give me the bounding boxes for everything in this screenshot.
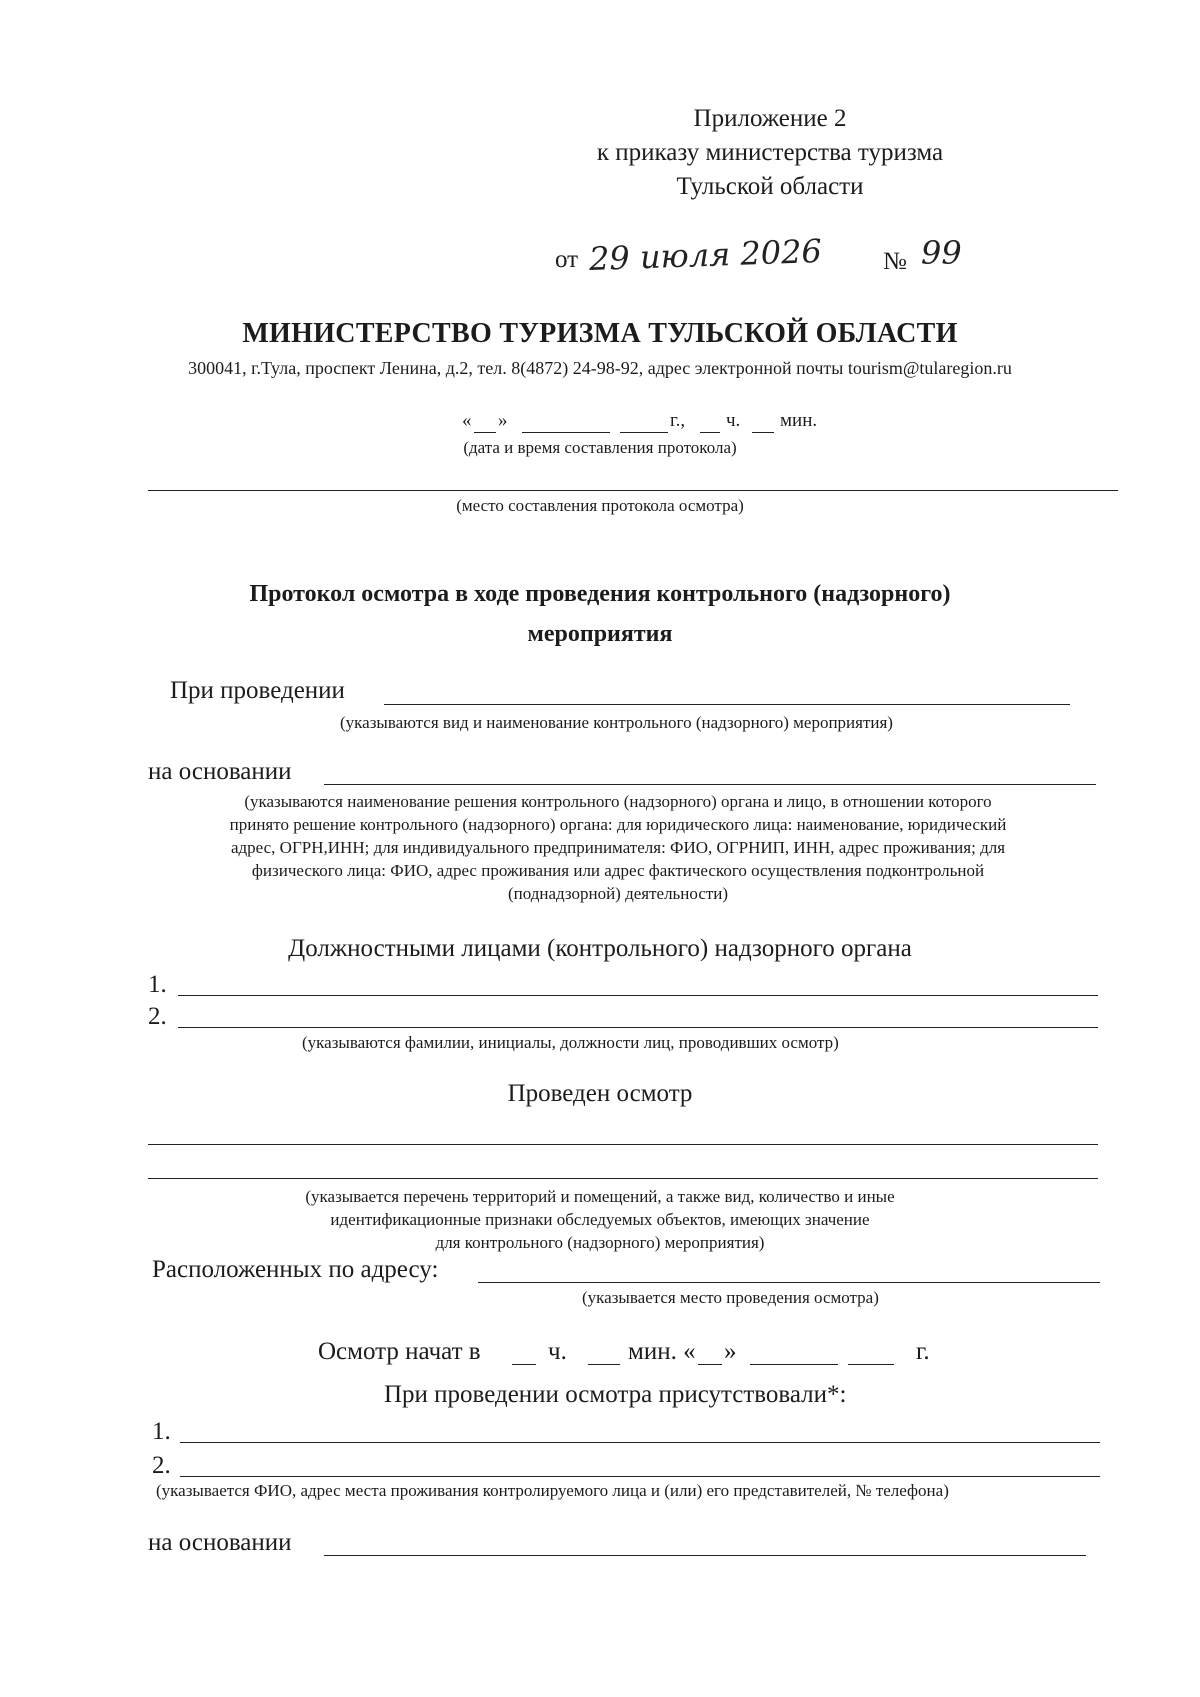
inspection-caption xyxy=(150,1185,1050,1254)
address-line xyxy=(478,1282,1100,1283)
present-caption: (указывается ФИО, адрес места проживания контролируемого лица и (или) его представителей, № телефона) xyxy=(156,1481,949,1500)
month-blank xyxy=(522,410,610,433)
year-blank xyxy=(620,410,668,433)
handwritten-date: 29 июля 2026 xyxy=(588,231,823,279)
place-caption: (место составления протокола осмотра) xyxy=(456,496,744,515)
official-1-number: 1. xyxy=(148,971,167,998)
address-label: Расположенных по адресу: xyxy=(152,1256,439,1283)
officials-caption: (указываются фамилии, инициалы, должности лиц, проводивших осмотр) xyxy=(302,1033,839,1052)
inspection-line-1 xyxy=(148,1144,1098,1145)
day-blank xyxy=(474,410,496,433)
hour-blank xyxy=(700,410,720,433)
start-year-suffix: г. xyxy=(916,1338,930,1365)
hours-suffix: ч. xyxy=(726,410,741,431)
place-line xyxy=(148,490,1118,491)
present-2-line xyxy=(180,1476,1100,1477)
start-prefix: Осмотр начат в xyxy=(318,1338,481,1365)
appendix-region-line: Тульской области xyxy=(676,173,864,200)
appendix-title: Приложение 2 xyxy=(693,105,847,132)
start-hour-blank xyxy=(512,1342,536,1365)
start-year-blank xyxy=(848,1342,894,1365)
official-2-line xyxy=(178,1027,1098,1028)
close-quote: » xyxy=(498,410,508,431)
basis-caption-line: (поднадзорной) деятельности) xyxy=(507,884,729,903)
during-caption: (указываются вид и наименование контрольного (надзорного) мероприятия) xyxy=(340,713,893,732)
protocol-datetime-line xyxy=(462,410,842,438)
basis-caption-line: (указываются наименование решения контрольного (надзорного) органа и лицо, в отношении которого xyxy=(244,792,992,811)
start-day-blank xyxy=(698,1342,722,1365)
basis2-line xyxy=(324,1555,1086,1556)
appendix-order-line: к приказу министерства туризма xyxy=(596,139,944,166)
handwritten-number: 99 xyxy=(921,234,962,272)
ministry-address: 300041, г.Тула, проспект Ленина, д.2, тел. 8(4872) 24-98-92, адрес электронной почты tourism@tularegion.ru xyxy=(188,358,1012,378)
basis-caption-line: принято решение контрольного (надзорного) органа: для юридического лица: наименование, юридический xyxy=(229,815,1007,834)
present-1-number: 1. xyxy=(152,1418,171,1445)
inspection-line-2 xyxy=(148,1178,1098,1179)
appendix-block xyxy=(560,102,980,204)
start-minute-blank xyxy=(588,1342,620,1365)
inspection-heading: Проведен осмотр xyxy=(507,1080,693,1107)
datetime-caption: (дата и время составления протокола) xyxy=(463,438,737,457)
basis-caption xyxy=(118,790,1118,905)
start-hours-suffix: ч. xyxy=(548,1338,567,1365)
ministry-title: МИНИСТЕРСТВО ТУРИЗМА ТУЛЬСКОЙ ОБЛАСТИ xyxy=(242,318,958,349)
protocol-title-line2: мероприятия xyxy=(527,621,673,647)
start-time-line xyxy=(318,1338,958,1370)
inspection-caption-line: для контрольного (надзорного) мероприятия) xyxy=(435,1233,765,1252)
official-2-number: 2. xyxy=(148,1003,167,1030)
basis-caption-line: физического лица: ФИО, адрес проживания или адрес фактического осуществления подконтрольной xyxy=(251,861,985,880)
present-2-number: 2. xyxy=(152,1452,171,1479)
start-month-blank xyxy=(750,1342,838,1365)
present-heading: При проведении осмотра присутствовали*: xyxy=(384,1381,847,1408)
protocol-title xyxy=(0,574,1200,654)
officials-heading: Должностными лицами (контрольного) надзорного органа xyxy=(288,935,912,962)
protocol-title-line1: Протокол осмотра в ходе проведения контрольного (надзорного) xyxy=(249,581,951,607)
basis-line xyxy=(324,784,1096,785)
number-label: № xyxy=(883,248,907,275)
basis-label: на основании xyxy=(148,758,292,785)
during-line xyxy=(384,704,1070,705)
open-quote: « xyxy=(462,410,472,431)
minutes-suffix: мин. xyxy=(780,410,818,431)
basis2-label: на основании xyxy=(148,1529,292,1556)
minute-blank xyxy=(752,410,774,433)
basis-caption-line: адрес, ОГРН,ИНН; для индивидуального предпринимателя: ФИО, ОГРНИП, ИНН, адрес проживания; для xyxy=(230,838,1006,857)
inspection-caption-line: идентификационные признаки обследуемых объектов, имеющих значение xyxy=(330,1210,870,1229)
year-suffix: г., xyxy=(670,410,686,431)
inspection-caption-line: (указывается перечень территорий и помещений, а также вид, количество и иные xyxy=(305,1187,895,1206)
official-1-line xyxy=(178,995,1098,996)
start-close-quote: » xyxy=(724,1338,737,1365)
present-1-line xyxy=(180,1442,1100,1443)
date-prefix: от xyxy=(555,246,579,273)
during-label: При проведении xyxy=(170,677,345,704)
address-caption: (указывается место проведения осмотра) xyxy=(582,1288,879,1307)
start-minutes-suffix: мин. « xyxy=(628,1338,696,1365)
order-date-line xyxy=(555,231,985,286)
